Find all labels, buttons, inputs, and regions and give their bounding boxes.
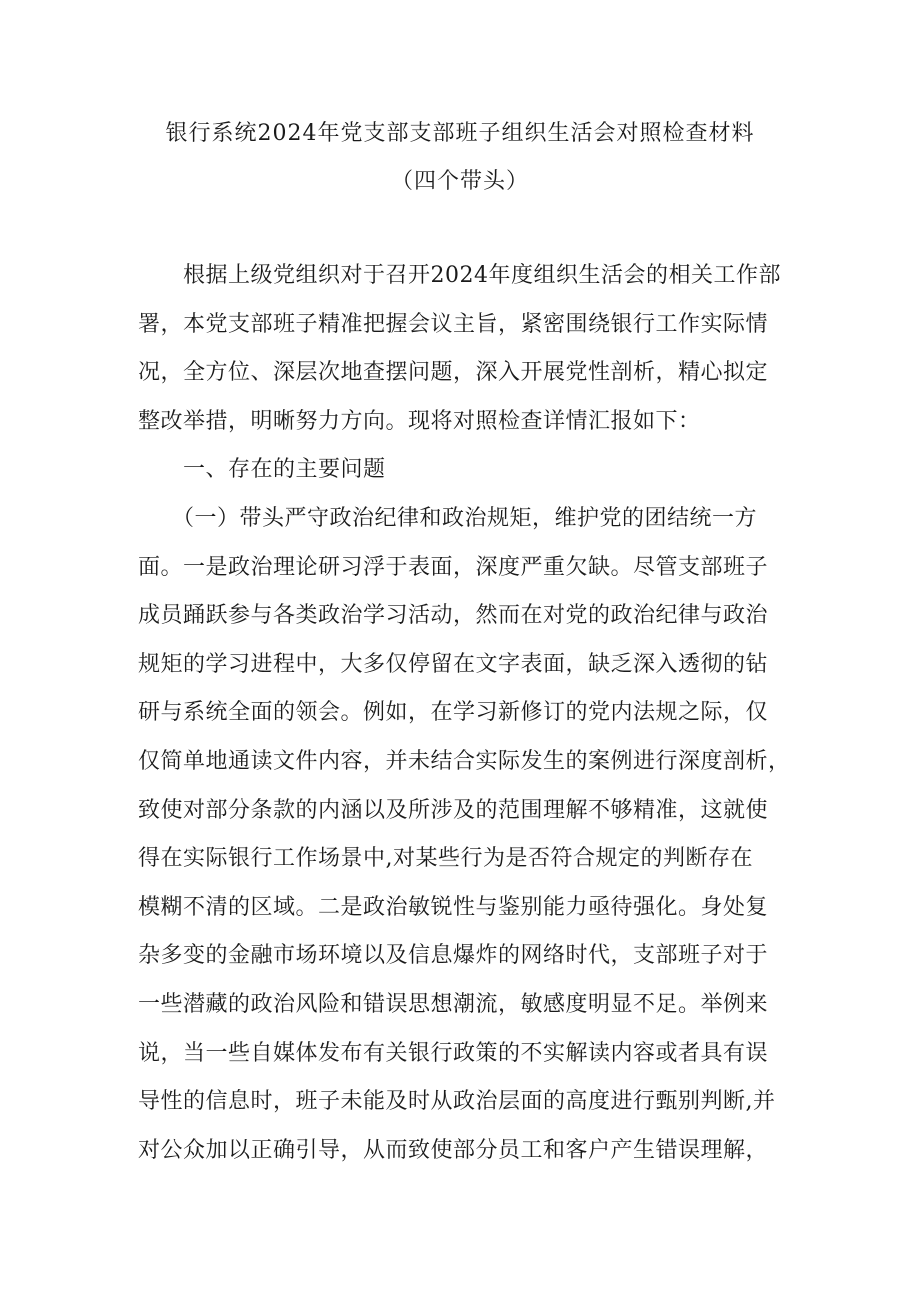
body-line: 根据上级党组织对于召开2024年度组织生活会的相关工作部 — [138, 263, 781, 288]
section-heading: 一、存在的主要问题 — [138, 457, 386, 483]
document-subtitle: （四个带头） — [390, 169, 529, 194]
body-line: 杂多变的金融市场环境以及信息爆炸的网络时代，支部班子对于 — [138, 943, 769, 969]
body-line: 成员踊跃参与各类政治学习活动，然而在对党的政治纪律与政治 — [138, 603, 769, 629]
body-line: 仅简单地通读文件内容，并未结合实际发生的案例进行深度剖析， — [138, 748, 791, 774]
body-line: 一些潜藏的政治风险和错误思想潮流，敏感度明显不足。举例来 — [138, 991, 769, 1017]
body-line: 模糊不清的区域。二是政治敏锐性与鉴别能力亟待强化。身处复 — [138, 894, 769, 920]
body-line: 署，本党支部班子精准把握会议主旨，紧密围绕银行工作实际情 — [138, 311, 769, 337]
body-line: 得在实际银行工作场景中,对某些行为是否符合规定的判断存在 — [138, 846, 753, 872]
body-line: 况，全方位、深层次地查摆问题，深入开展党性剖析，精心拟定 — [138, 360, 769, 386]
body-line: 导性的信息时，班子未能及时从政治层面的高度进行甄别判断,并 — [138, 1089, 776, 1115]
body-line: 面。一是政治理论研习浮于表面，深度严重欠缺。尽管支部班子 — [138, 554, 769, 580]
document-title: 银行系统2024年党支部支部班子组织生活会对照检查材料 — [165, 121, 755, 146]
body-line: （一）带头严守政治纪律和政治规矩，维护党的团结统一方 — [138, 505, 758, 531]
body-line: 规矩的学习进程中，大多仅停留在文字表面，缺乏深入透彻的钻 — [138, 651, 769, 677]
body-line: 说，当一些自媒体发布有关银行政策的不实解读内容或者具有误 — [138, 1040, 769, 1066]
body-line: 研与系统全面的领会。例如，在学习新修订的党内法规之际，仅 — [138, 700, 769, 726]
body-line: 致使对部分条款的内涵以及所涉及的范围理解不够精准，这就使 — [138, 797, 769, 823]
body-line: 对公众加以正确引导，从而致使部分员工和客户产生错误理解， — [138, 1137, 769, 1163]
body-line: 整改举措，明晰努力方向。现将对照检查详情汇报如下： — [138, 408, 701, 434]
document-body — [138, 252, 798, 1175]
